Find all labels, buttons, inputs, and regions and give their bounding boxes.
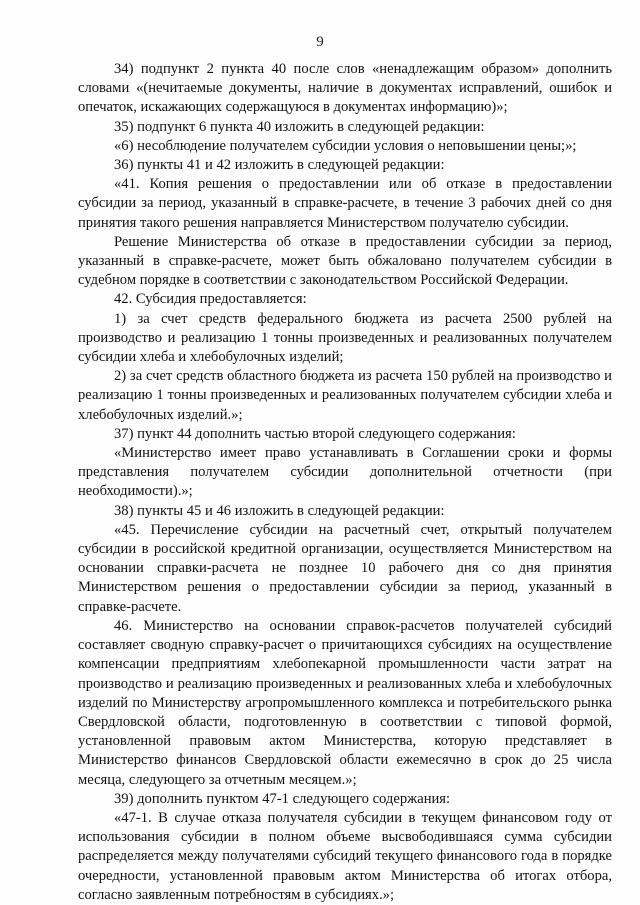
paragraph: 37) пункт 44 дополнить частью второй следующего содержания:: [114, 425, 516, 442]
paragraph: 38) пункты 45 и 46 изложить в следующей редакции:: [114, 502, 445, 519]
paragraph: 35) подпункт 6 пункта 40 изложить в следующей редакции:: [114, 118, 485, 135]
paragraph: «6) несоблюдение получателем субсидии условия о неповышении цены;»;: [114, 137, 577, 154]
paragraph: 1) за счет средств федерального бюджета из расчета 2500 рублей на производство и реализацию 1 тонны произведенных и реализованных получателем субсидии хлеба и хлебобулочных изделий;: [78, 310, 612, 366]
paragraph: «47-1. В случае отказа получателя субсидии в текущем финансовом году от использования субсидии в полном объеме высвободившаяся сумма субсидии распределяется между получателями субсидий текущего финансового года в порядке очередности, установленной правовым актом Министерства об итогах отбора, согласно заявленным потребностям в субсидиях.»;: [78, 809, 612, 903]
paragraph: 34) подпункт 2 пункта 40 после слов «ненадлежащим образом» дополнить словами «(нечитаемые документы, наличие в документах исправлений, ошибок и опечаток, искажающих содержащуюся в документах информацию)»;: [78, 61, 612, 116]
paragraph: 46. Министерство на основании справок-расчетов получателей субсидий составляет сводную справку-расчет о причитающихся субсидиях на осуществление компенсации предприятиям хлебопекарной промышленности части затрат на производство и реализацию произведенных и реализованных хлеба и хлебобулочных изделий по Министерству агропромышленного комплекса и потребительского рынка Свердловской области, подготовленную в соответствии с типовой формой, установленной правовым актом Министерства, которую представляет в Министерство финансов Свердловской области ежемесячно в срок до 25 числа месяца, следующего за отчетным месяцем.»;: [78, 617, 612, 788]
paragraph: 2) за счет средств областного бюджета из расчета 150 рублей на производство и реализацию 1 тонны произведенных и реализованных получателем субсидии хлеба и хлебобулочных изделий.»;: [78, 368, 612, 423]
paragraph: 36) пункты 41 и 42 изложить в следующей редакции:: [114, 157, 445, 174]
paragraph: Решение Министерства об отказе в предоставлении субсидии за период, указанный в справке-расчете, может быть обжаловано получателем субсидии в судебном порядке в соответствии с законодательством Российской Федерации.: [78, 233, 612, 289]
paragraph: 42. Субсидия предоставляется:: [114, 291, 307, 308]
page-number: 9: [316, 34, 324, 50]
document-body: [78, 60, 612, 905]
paragraph: «Министерство имеет право устанавливать в Соглашении сроки и формы представления получателем субсидии дополнительной отчетности (при необходимости).»;: [78, 445, 612, 500]
paragraph: «41. Копия решения о предоставлении или об отказе в предоставлении субсидии за период, указанный в справке-расчете, в течение 3 рабочих дней со дня принятия такого решения направляется Министерством получателю субсидии.: [78, 176, 612, 231]
paragraph: 39) дополнить пунктом 47-1 следующего содержания:: [114, 790, 451, 807]
paragraph: «45. Перечисление субсидии на расчетный счет, открытый получателем субсидии в российской кредитной организации, осуществляется Министерством на основании справки-расчета не позднее 10 рабочего дня со дня принятия Министерством решения о предоставлении субсидии за период, указанный в справке-расчете.: [78, 521, 612, 615]
